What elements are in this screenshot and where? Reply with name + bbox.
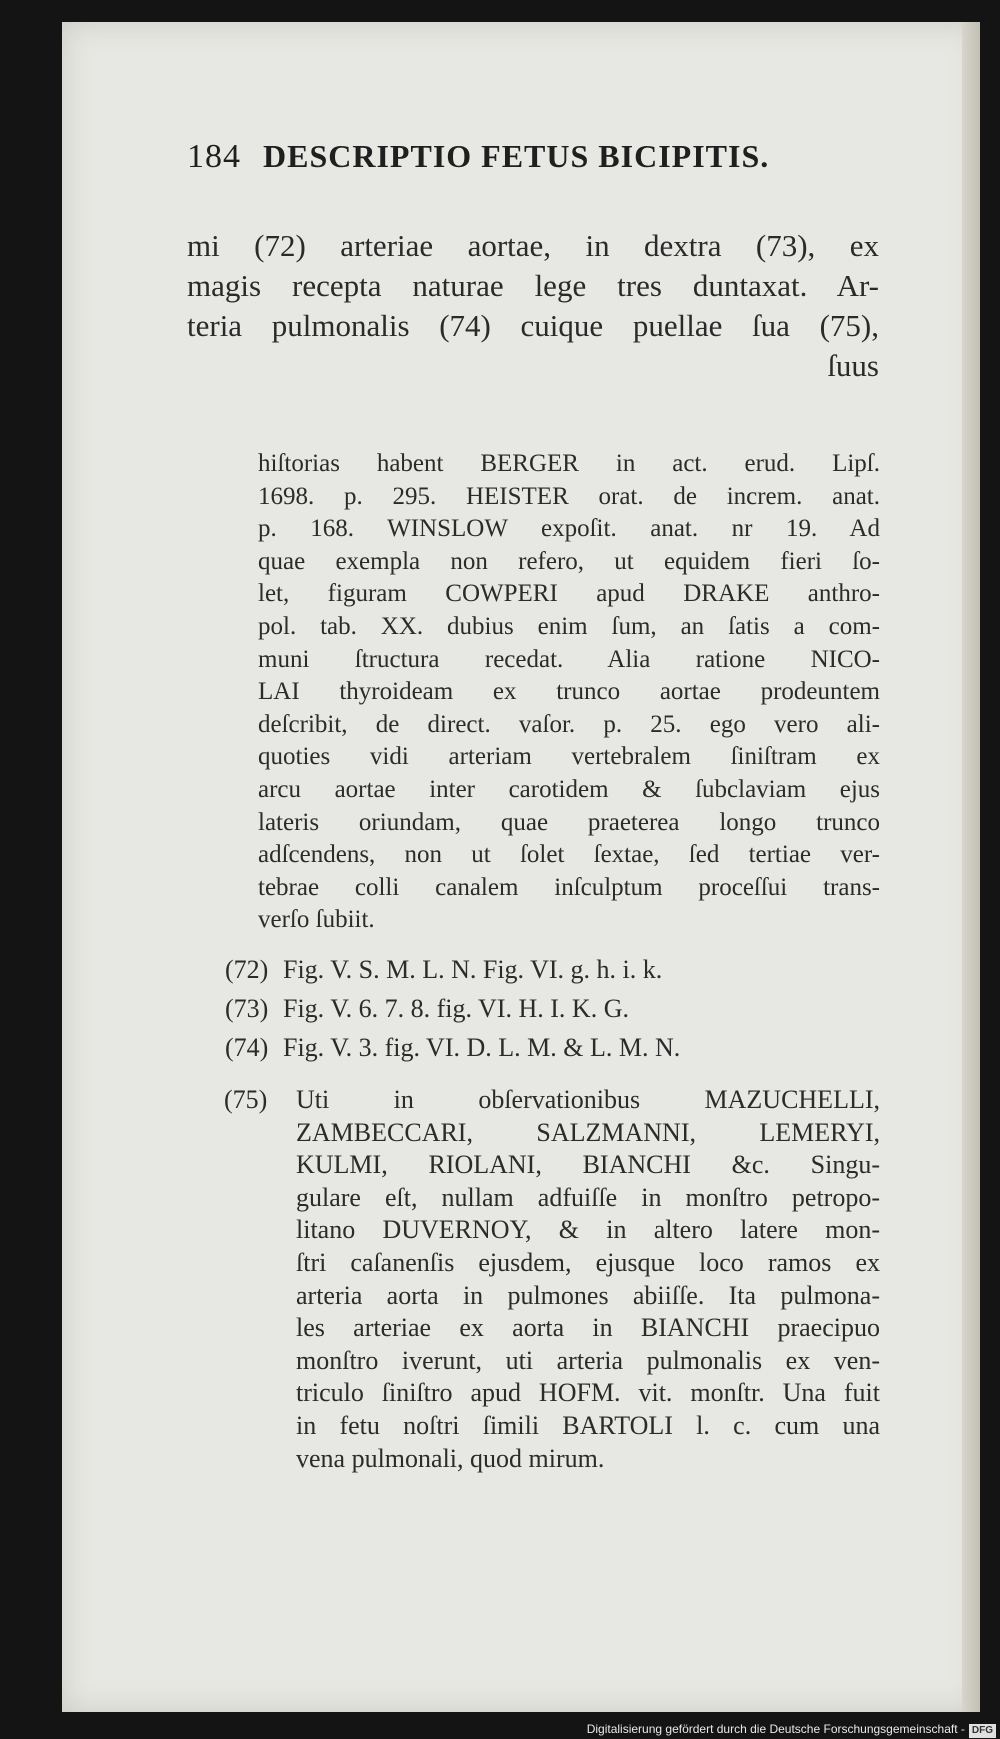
footnote-74 bbox=[225, 1032, 880, 1065]
footnote-line: monſtro iverunt, uti arteria pulmonalis ex ven- bbox=[296, 1345, 880, 1375]
note-line: 1698. p. 295. HEISTER orat. de increm. anat. bbox=[258, 482, 880, 510]
catchword: ſuus bbox=[827, 348, 879, 383]
dfg-logo: DFG bbox=[969, 1724, 996, 1738]
footnote-text: Fig. V. 3. fig. VI. D. L. M. & L. M. N. bbox=[283, 1033, 681, 1062]
note-line: verſo ſubiit. bbox=[258, 906, 375, 934]
note-line: muni ſtructura recedat. Alia ratione NICO- bbox=[258, 645, 880, 673]
note-line: quoties vidi arteriam vertebralem ſiniſtram ex bbox=[258, 743, 880, 771]
note-line: p. 168. WINSLOW expoſit. anat. nr 19. Ad bbox=[258, 515, 880, 543]
footnote-line: triculo ſiniſtro apud HOFM. vit. monſtr. Una fuit bbox=[296, 1378, 880, 1408]
footnote-line: ZAMBECCARI, SALZMANNI, LEMERYI, bbox=[296, 1117, 880, 1147]
note-line: adſcendens, non ut ſolet ſextae, ſed tertiae ver- bbox=[258, 841, 880, 869]
note-line: quae exempla non refero, ut equidem fieri ſo- bbox=[258, 547, 880, 575]
note-line: lateris oriundam, quae praeterea longo trunco bbox=[258, 808, 880, 836]
note-continuation bbox=[258, 448, 880, 937]
footnote-75 bbox=[224, 1084, 880, 1475]
main-text bbox=[187, 226, 879, 386]
footnote-72 bbox=[225, 954, 880, 987]
running-title: DESCRIPTIO FETUS BICIPITIS. bbox=[263, 138, 770, 174]
main-line: teria pulmonalis (74) cuique puellae ſua (75), bbox=[187, 308, 879, 343]
note-line: hiſtorias habent BERGER in act. erud. Lipſ. bbox=[258, 450, 880, 477]
footnote-line: arteria aorta in pulmones abiiſſe. Ita pulmona- bbox=[296, 1280, 880, 1310]
main-line: magis recepta naturae lege tres duntaxat. Ar- bbox=[187, 268, 879, 303]
note-line: let, figuram COWPERI apud DRAKE anthro- bbox=[258, 580, 880, 608]
footnote-number: (73) bbox=[225, 994, 269, 1023]
note-line: tebrae colli canalem inſculptum proceſſui trans- bbox=[258, 873, 880, 901]
footnote-number: (75) bbox=[224, 1085, 268, 1114]
footer-text: Digitalisierung gefördert durch die Deutsche Forschungsgemeinschaft - bbox=[586, 1722, 965, 1736]
note-line: pol. tab. XX. dubius enim ſum, an ſatis a com- bbox=[258, 612, 880, 640]
page-number: 184 bbox=[187, 138, 241, 175]
footnote-number: (74) bbox=[225, 1033, 269, 1062]
page-edge bbox=[962, 22, 980, 1712]
footnote-line: les arteriae ex aorta in BIANCHI praecipuo bbox=[296, 1313, 880, 1343]
footnote-text: Fig. V. 6. 7. 8. fig. VI. H. I. K. G. bbox=[283, 994, 629, 1023]
footnote-line: vena pulmonali, quod mirum. bbox=[296, 1443, 605, 1473]
main-line: mi (72) arteriae aortae, in dextra (73), ex bbox=[187, 228, 879, 263]
footnote-line: in fetu noſtri ſimili BARTOLI l. c. cum una bbox=[296, 1410, 880, 1440]
digitization-footer bbox=[580, 1720, 1000, 1739]
footnote-text: Uti in obſervationibus MAZUCHELLI, bbox=[296, 1085, 880, 1114]
footnote-line: ſtri caſanenſis ejusdem, ejusque loco ramos ex bbox=[296, 1247, 880, 1277]
footnote-text: Fig. V. S. M. L. N. Fig. VI. g. h. i. k. bbox=[283, 955, 663, 984]
footnote-line: KULMI, RIOLANI, BIANCHI &c. Singu- bbox=[296, 1150, 880, 1180]
note-line: arcu aortae inter carotidem & ſubclaviam ejus bbox=[258, 775, 880, 803]
note-line: LAI thyroideam ex trunco aortae prodeuntem bbox=[258, 678, 880, 706]
note-line: deſcribit, de direct. vaſor. p. 25. ego vero ali- bbox=[258, 710, 880, 738]
footnote-73 bbox=[225, 993, 880, 1026]
running-header bbox=[187, 138, 887, 176]
footnote-number: (72) bbox=[225, 955, 269, 984]
footnote-line: litano DUVERNOY, & in altero latere mon- bbox=[296, 1215, 880, 1245]
footnote-line: gulare eſt, nullam adfuiſſe in monſtro petropo- bbox=[296, 1182, 880, 1212]
